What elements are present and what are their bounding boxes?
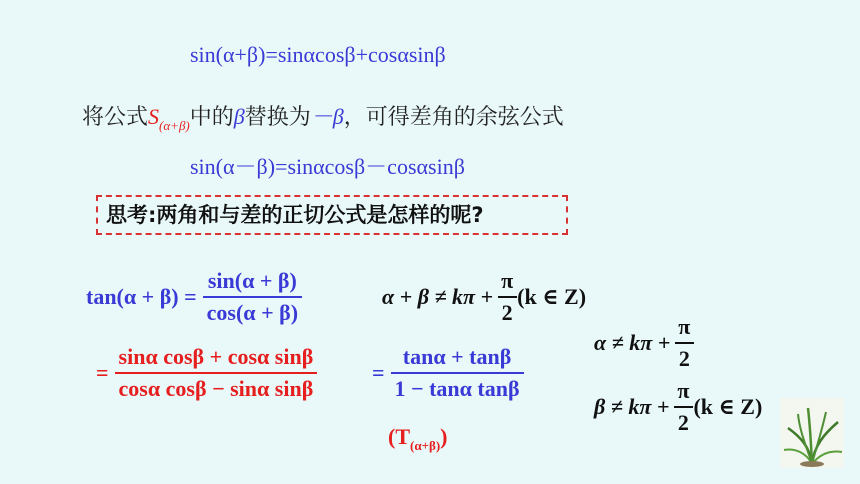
- tan-fraction: [203, 268, 302, 326]
- step2-denominator: cosα cosβ − sinα sinβ: [115, 372, 318, 402]
- step3-equals: =: [372, 360, 385, 385]
- formula-S: [148, 104, 190, 133]
- sum-sine-formula: [190, 42, 446, 68]
- condition1-lhs: α + β ≠ kπ +: [382, 284, 494, 309]
- beta-symbol: β: [233, 104, 245, 129]
- think-question-box: [96, 195, 568, 235]
- condition1-fraction: [497, 268, 517, 326]
- sentence-suffix: ，可得差角的余弦公式: [343, 105, 564, 130]
- condition-alpha-plus-beta: [382, 268, 586, 326]
- neg-beta-symbol: －β: [310, 104, 344, 129]
- condition3-num: π: [677, 378, 690, 403]
- T-label-subscript: (α+β): [410, 438, 441, 453]
- condition3-den: 2: [674, 406, 693, 436]
- condition1-den: 2: [498, 296, 517, 326]
- tan-lhs: tan(α + β) =: [86, 284, 197, 309]
- difference-cosine-formula: [190, 150, 465, 181]
- orchid-plant-image: [780, 398, 844, 468]
- tan-sum-definition: [86, 268, 302, 326]
- tan-denominator: cos(α + β): [203, 296, 302, 326]
- sentence-mid: 中的: [189, 105, 234, 130]
- step2-fraction: [115, 344, 318, 402]
- condition2-lhs: α ≠ kπ +: [594, 330, 671, 355]
- tan-expansion-step: [96, 344, 317, 402]
- formula-S-letter: S: [148, 104, 160, 129]
- sentence-prefix: 将公式: [82, 105, 149, 130]
- condition3-lhs: β ≠ kπ +: [594, 394, 670, 419]
- tan-numerator: sin(α + β): [207, 268, 297, 293]
- condition-beta: [594, 378, 762, 436]
- step3-numerator: tanα + tanβ: [402, 344, 512, 369]
- think-question-text: 思考:两角和与差的正切公式是怎样的呢?: [106, 203, 484, 227]
- step3-fraction: [391, 344, 524, 402]
- step3-denominator: 1 − tanα tanβ: [391, 372, 524, 402]
- difference-formula-text: sin(α－β)=sinαcosβ－cosαsinβ: [190, 154, 465, 179]
- sentence-mid2: 替换为: [244, 105, 311, 130]
- condition3-domain: (k ∈ Z): [693, 394, 763, 419]
- tan-result-step: [372, 344, 524, 402]
- T-label-open: (T: [388, 424, 410, 449]
- condition-alpha: [594, 314, 694, 372]
- sum-sine-formula-text: sin(α+β)=sinαcosβ+cosαsinβ: [190, 42, 446, 67]
- formula-S-subscript: (α+β): [159, 118, 190, 133]
- condition1-domain: (k ∈ Z): [517, 284, 587, 309]
- condition3-fraction: [673, 378, 693, 436]
- step2-numerator: sinα cosβ + cosα sinβ: [118, 344, 314, 369]
- tangent-formula-label: [388, 424, 448, 454]
- condition2-den: 2: [675, 342, 694, 372]
- condition1-num: π: [501, 268, 514, 293]
- condition2-num: π: [678, 314, 691, 339]
- step2-equals: =: [96, 360, 109, 385]
- T-label-close: ): [440, 424, 448, 449]
- substitution-sentence: [82, 100, 564, 134]
- condition2-fraction: [674, 314, 694, 372]
